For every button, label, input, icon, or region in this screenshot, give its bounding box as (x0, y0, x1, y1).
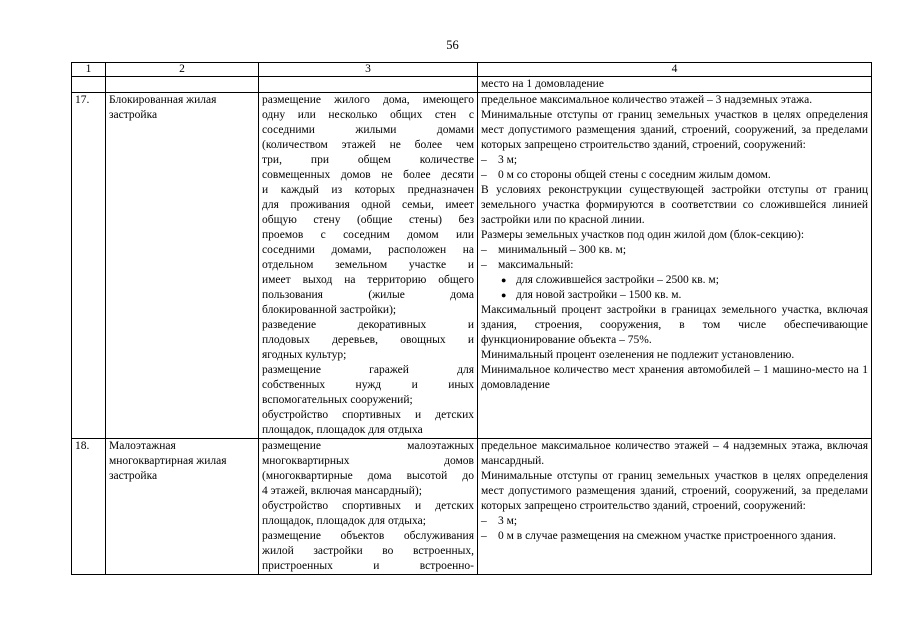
name-line: многоквартирная жилая (109, 455, 227, 467)
description-line: проемов с соседним домом или (262, 229, 474, 241)
bullet-item-text: для новой застройки – 1500 кв. м. (516, 289, 682, 301)
dash-marker: – (481, 530, 487, 542)
parameter-paragraph: Размеры земельных участков под один жилой дом (блок-секцию): (481, 229, 805, 241)
dash-item-text: максимальный: (498, 259, 574, 271)
dash-item-text: 0 м в случае размещения на смежном участке пристроенного здания. (498, 530, 836, 542)
bullet-icon: ● (501, 290, 507, 300)
description-line: площадок, площадок для отдыха (262, 424, 423, 436)
regulations-table (71, 62, 872, 575)
header-cell-2: 2 (106, 63, 259, 77)
description-line: размещение гаражей для (262, 364, 474, 376)
description-line: плодовых деревьев, овощных и (262, 334, 474, 346)
parameter-paragraph: Минимальный процент озеленения не подлежит установлению. (481, 349, 795, 361)
continuation-cell-3 (259, 77, 478, 93)
continuation-cell-2 (106, 77, 259, 93)
description-line: вспомогательных сооружений; (262, 394, 413, 406)
description-line: жилой застройки во встроенных, (262, 545, 474, 557)
description-line: размещение объектов обслуживания (262, 530, 474, 542)
description-line: три, при общем количестве (262, 154, 474, 166)
name-line: Малоэтажная (109, 440, 176, 452)
dash-item (481, 529, 868, 544)
description-line: пристроенных и встроенно- (262, 560, 474, 572)
row-number: 17. (72, 93, 106, 439)
continuation-text: место на 1 домовладение (478, 77, 872, 93)
description-line: размещение малоэтажных (262, 440, 474, 452)
name-line: застройка (109, 109, 158, 121)
description-line: соседними домами, расположен на (262, 244, 474, 256)
bullet-icon: ● (501, 275, 507, 285)
description-line: блокированной застройки); (262, 304, 397, 316)
dash-item (481, 153, 868, 168)
description-line: обустройство спортивных и детских (262, 409, 474, 421)
dash-marker: – (481, 244, 487, 256)
land-use-name (106, 439, 259, 575)
dash-item (481, 243, 868, 258)
description-line: для проживания одной семьи, имеет (262, 199, 474, 211)
land-use-name (106, 93, 259, 439)
dash-marker: – (481, 154, 487, 166)
description-line: совмещенных домов не более десяти (262, 169, 474, 181)
dash-item (481, 258, 868, 273)
dash-item (481, 514, 868, 529)
bullet-item (481, 288, 868, 303)
parameter-paragraph: предельное максимальное количество этажей – 4 надземных этажа, включая мансардный. (481, 440, 868, 467)
continuation-row (72, 77, 872, 93)
dash-marker: – (481, 169, 487, 181)
description-line: 4 этажей, включая мансардный); (262, 485, 422, 497)
dash-item (481, 168, 868, 183)
parameter-paragraph: Минимальные отступы от границ земельных участков в целях определения мест допустимого размещения зданий, строений, сооружений, за пределами которых запрещено строительство зданий, строений, сооружений: (481, 470, 868, 512)
header-cell-3: 3 (259, 63, 478, 77)
page-number: 56 (446, 38, 459, 52)
dash-item-text: минимальный – 300 кв. м; (498, 244, 627, 256)
table-row (72, 93, 872, 439)
bullet-item (481, 273, 868, 288)
description-line: соседними жилыми домами (262, 124, 474, 136)
land-use-parameters (478, 439, 872, 575)
name-line: застройка (109, 470, 158, 482)
land-use-parameters (478, 93, 872, 439)
parameter-paragraph: Максимальный процент застройки в границах земельного участка, включая здания, строения, сооружения, в том числе обеспечивающие функционирование объекта – 75%. (481, 304, 868, 346)
name-line: Блокированная жилая (109, 94, 217, 106)
dash-item-text: 3 м; (498, 515, 518, 527)
description-line: собственных нужд и иных (262, 379, 474, 391)
parameter-paragraph: Минимальное количество мест хранения автомобилей – 1 машино-место на 1 домовладение (481, 364, 868, 391)
dash-marker: – (481, 259, 487, 271)
description-line: многоквартирных домов (262, 455, 474, 467)
description-line: общую стену (общие стены) без (262, 214, 474, 226)
description-line: разведение декоративных и (262, 319, 474, 331)
dash-item-text: 3 м; (498, 154, 518, 166)
description-line: (количеством этажей не более чем (262, 139, 474, 151)
description-line: обустройство спортивных и детских (262, 500, 474, 512)
parameter-paragraph: предельное максимальное количество этажей – 3 надземных этажа. (481, 94, 813, 106)
header-row (72, 63, 872, 77)
header-cell-4: 4 (478, 63, 872, 77)
parameter-paragraph: В условиях реконструкции существующей застройки отступы от границ земельного участка формируются в соответствии со сложившейся линией застройки или по красной линии. (481, 184, 868, 226)
description-line: отдельном земельном участке и (262, 259, 474, 271)
description-line: ягодных культур; (262, 349, 347, 361)
land-use-description (259, 439, 478, 575)
description-line: площадок, площадок для отдыха; (262, 515, 426, 527)
description-line: (многоквартирные дома высотой до (262, 470, 474, 482)
header-cell-1: 1 (72, 63, 106, 77)
parameter-paragraph: Минимальные отступы от границ земельных участков в целях определения мест допустимого размещения зданий, строений, сооружений, за пределами которых запрещено строительство зданий, строений, сооружений: (481, 109, 868, 151)
description-line: имеет выход на территорию общего (262, 274, 474, 286)
description-line: пользования (жилые дома (262, 289, 474, 301)
table-row (72, 439, 872, 575)
description-line: и каждый из которых предназначен (262, 184, 474, 196)
bullet-item-text: для сложившейся застройки – 2500 кв. м; (516, 274, 719, 286)
continuation-cell-1 (72, 77, 106, 93)
row-number: 18. (72, 439, 106, 575)
description-line: одну или несколько общих стен с (262, 109, 474, 121)
dash-item-text: 0 м со стороны общей стены с соседним жилым домом. (498, 169, 771, 181)
dash-marker: – (481, 515, 487, 527)
description-line: размещение жилого дома, имеющего (262, 94, 474, 106)
land-use-description (259, 93, 478, 439)
